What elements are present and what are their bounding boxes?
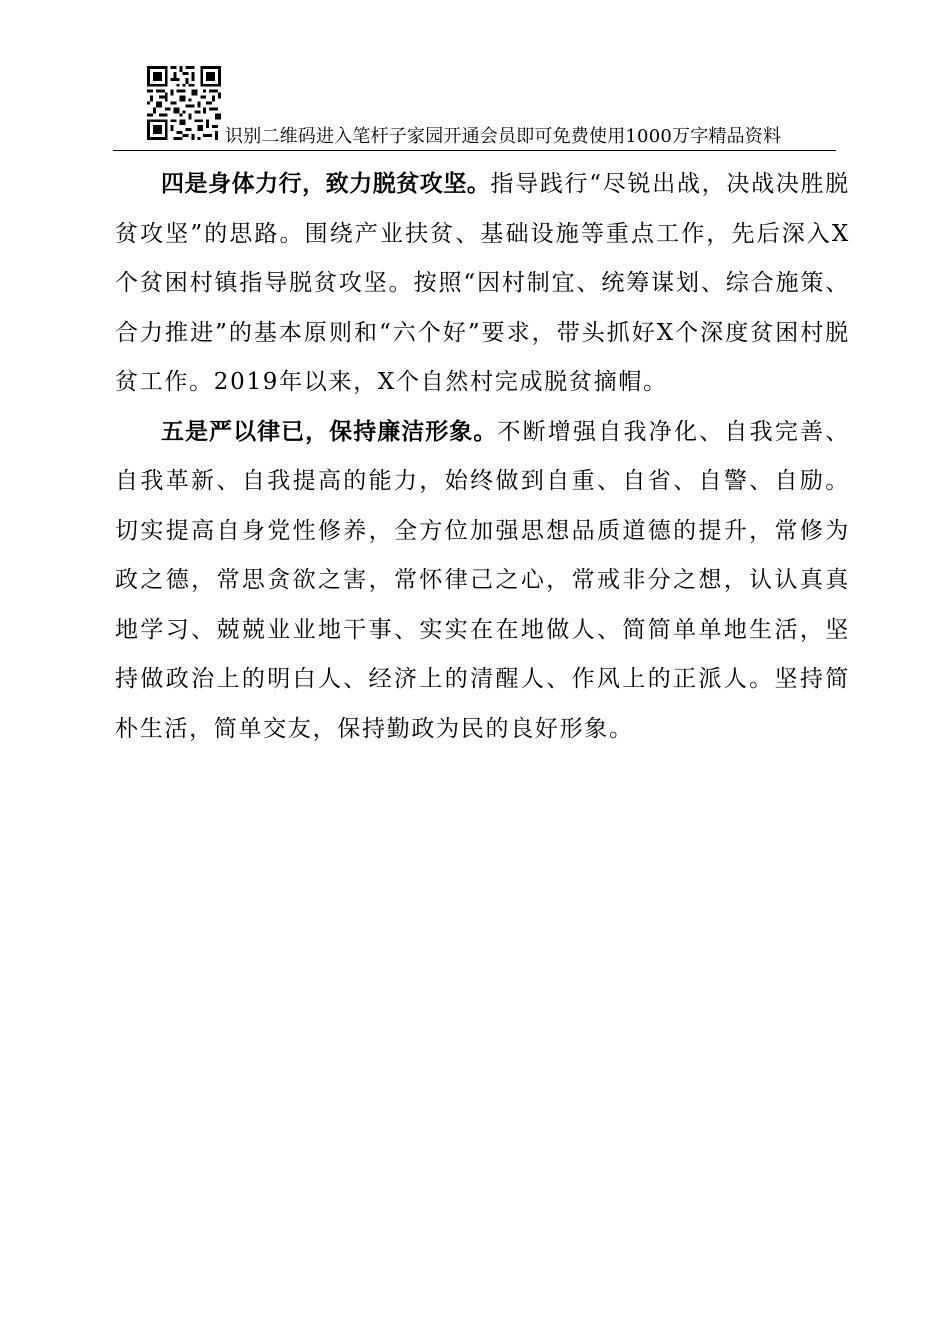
header-promo-text: 识别二维码进入笔杆子家园开通会员即可免费使用1000万字精品资料: [225, 126, 782, 147]
qr-code-icon[interactable]: [147, 66, 221, 140]
paragraph-2: [115, 408, 850, 755]
paragraph-1-heading: 四是身体力行，致力脱贫攻坚。: [161, 171, 491, 197]
paragraph-1-text: 指导践行“尽锐出战，决战决胜脱贫攻坚”的思路。围绕产业扶贫、基础设施等重点工作，先后深入X个贫困村镇指导脱贫攻坚。按照“因村制宜、统筹谋划、综合施策、合力推进”的基本原则和“六个好”要求，带头抓好X个深度贫困村脱贫工作。2019年以来，X个自然村完成脱贫摘帽。: [115, 171, 851, 395]
page-header: [113, 66, 836, 152]
document-body: [115, 160, 850, 754]
paragraph-2-heading: 五是严以律已，保持廉洁形象。: [161, 418, 498, 445]
paragraph-1: [115, 160, 850, 408]
header-divider: [113, 150, 836, 151]
paragraph-2-text: 不断增强自我净化、自我完善、自我革新、自我提高的能力，始终做到自重、自省、自警、自励。切实提高自身党性修养，全方位加强思想品质道德的提升，常修为政之德，常思贪欲之害，常怀律己之心，常戒非分之想，认认真真地学习、兢兢业业地干事、实实在在地做人、简简单单地生活，坚持做政治上的明白人、经济上的清醒人、作风上的正派人。坚持简朴生活，简单交友，保持勤政为民的良好形象。: [115, 418, 850, 742]
